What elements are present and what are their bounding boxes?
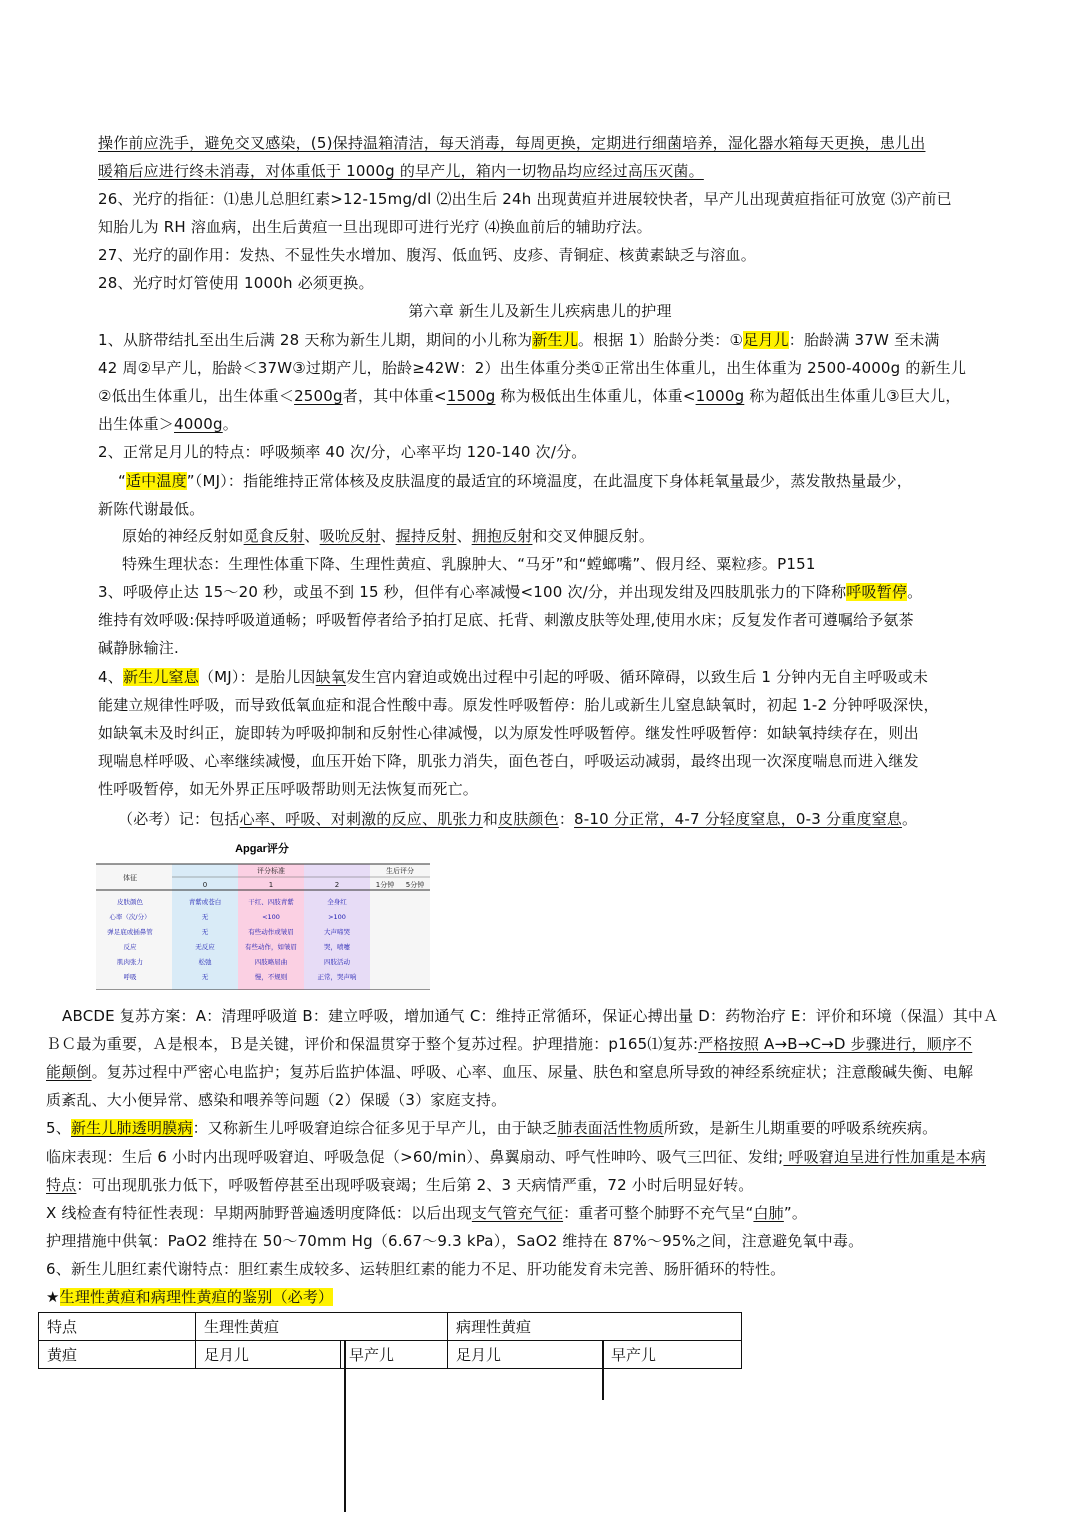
table-cell: 早产儿 [341, 1341, 448, 1369]
highlight: 新生儿窒息 [122, 668, 199, 686]
text-line [46, 1286, 333, 1308]
text-span: 1500g [446, 387, 496, 405]
text-line [122, 525, 654, 547]
table-cell: 早产儿 [603, 1341, 742, 1369]
text-line: 维持有效呼吸:保持呼吸道通畅；呼吸暂停者给予拍打足底、托背、刺激皮肤等处理,使用水床；反复发作者可遵嘱给予氨茶 [98, 611, 914, 629]
apgar-cell: 有些动作或皱眉 [248, 928, 294, 936]
text-line [118, 808, 917, 830]
text-span: ：胎龄满 37W 至未满 [788, 331, 940, 349]
text-line [46, 1033, 972, 1055]
text-line: 质紊乱、大小便异常、感染和喂养等问题（2）保暖（3）家庭支持。 [46, 1091, 507, 1109]
apgar-cell: 无 [201, 928, 209, 936]
text-span: 严格按照 A→B→C→D 步骤进行，顺序不 [698, 1035, 973, 1053]
text-span: ②低出生体重儿，出生体重＜ [98, 387, 295, 405]
text-span: 。 [907, 583, 923, 601]
table-row [39, 1341, 742, 1369]
text-span: 缺氧 [315, 668, 347, 686]
apgar-cell: 干红、四肢青紫 [248, 898, 294, 906]
text-line: 护理措施中供氧：PaO2 维持在 50～70mm Hg（6.67～9.3 kPa），SaO2 维持在 87%～95%之间，注意避免氧中毒。 [46, 1232, 864, 1250]
text-line [46, 1061, 973, 1083]
text-span: 4000g [174, 415, 223, 433]
text-span: 觅食反射 [243, 527, 305, 545]
text-line: 知胎儿为 RH 溶血病，出生后黄疸一旦出现即可进行光疗 ⑷换血前后的辅助疗法。 [98, 218, 652, 236]
text-span: ：又称新生儿呼吸窘迫综合征多见于早产儿，由于缺乏 [192, 1119, 558, 1137]
text-span: （必考）记：包括 [118, 810, 240, 828]
text-line: ABCDE 复苏方案：A：清理呼吸道 B：建立呼吸，增加通气 C：维持正常循环，保证心搏出量 D：药物治疗 E：评价和环境（保温）其中Ａ [62, 1007, 999, 1025]
text-line [46, 1146, 986, 1168]
apgar-score-1: 1 [268, 881, 274, 889]
highlight: 生理性黄疸和病理性黄疸的鉴别（必考） [59, 1288, 334, 1306]
apgar-cell: 慢，不规则 [254, 973, 288, 981]
text-span: “ [118, 472, 126, 490]
text-span: 、 [304, 527, 320, 545]
text-span: 特点 [46, 1176, 77, 1194]
text-span: 称为超低出生体重儿③巨大儿， [744, 387, 961, 405]
highlight: 呼吸暂停 [846, 583, 908, 601]
apgar-cell: 反应 [123, 943, 137, 951]
apgar-cell: 四肢活动 [324, 958, 350, 966]
text-line [46, 1202, 807, 1224]
text-span: 握持反射 [395, 527, 457, 545]
text-span: 所致，是新生儿期重要的呼吸系统疾病。 [663, 1119, 938, 1137]
text-line: 能建立规律性呼吸，而导致低氧血症和混合性酸中毒。原发性呼吸暂停：胎儿或新生儿窒息缺氧时，初起 1-2 分钟呼吸深快， [98, 696, 939, 714]
apgar-after-5: 5分钟 [405, 881, 425, 889]
star-icon: ★ [46, 1288, 60, 1306]
text-line [46, 1174, 754, 1196]
text-span: 。复苏过程中严密心电监护；复苏后监护体温、呼吸、心率、血压、尿量、肤色和窒息所导致的神经系统症状；注意酸碱失衡、电解 [91, 1063, 974, 1081]
text-span: 、 [456, 527, 472, 545]
text-span: X 线检查有特征性表现：早期两肺野普遍透明度降低：以后出现 [46, 1204, 472, 1222]
text-line [98, 666, 928, 688]
text-span: 8-10 分正常，4-7 分轻度窒息，0-3 分重度窒息 [574, 810, 902, 828]
chapter-title: 第六章 新生儿及新生儿疾病患儿的护理 [408, 302, 672, 320]
table-row [39, 1313, 742, 1341]
text-span: 吸吮反射 [319, 527, 381, 545]
apgar-cell: 有些动作，如皱眉 [245, 943, 297, 951]
apgar-cell: 弹足底或插鼻管 [107, 928, 153, 936]
text-line: 新陈代谢最低。 [98, 500, 205, 518]
apgar-cell: 无 [201, 973, 209, 981]
apgar-cell: >100 [328, 913, 346, 921]
apgar-cell: 正常，哭声响 [317, 973, 357, 981]
text-line: 42 周②早产儿，胎龄＜37W③过期产儿，胎龄≥42W：2）出生体重分类①正常出生体重儿，出生体重为 2500-4000g 的新生儿 [98, 359, 967, 377]
apgar-score-table [96, 838, 430, 990]
apgar-cell: 四肢略屈曲 [254, 958, 288, 966]
highlight: 新生儿肺透明膜病 [70, 1119, 193, 1137]
text-line [98, 581, 922, 603]
apgar-cell: 哭，喷嚏 [324, 943, 350, 951]
text-line: 碱静脉输注. [98, 639, 179, 657]
text-span: ：重者可整个肺野不充气呈“ [563, 1204, 754, 1222]
apgar-score-2: 2 [334, 881, 340, 889]
text-span: 1000g [695, 387, 745, 405]
apgar-cell: 青紫或苍白 [188, 898, 222, 906]
text-span: （MJ）：是胎儿因 [198, 668, 316, 686]
text-span: 。 [222, 415, 238, 433]
text-span: ：可出现肌张力低下，呼吸暂停甚至出现呼吸衰竭；生后第 2、3 天病情严重，72 小时后明显好转。 [76, 1176, 754, 1194]
apgar-title: Apgar评分 [235, 843, 289, 855]
text-line: 2、正常足月儿的特点：呼吸频率 40 次/分，心率平均 120-140 次/分。 [98, 443, 587, 461]
text-line: 如缺氧未及时纠正，旋即转为呼吸抑制和反射性心律减慢，以为原发性呼吸暂停。继发性呼吸暂停：如缺氧持续存在，则出 [98, 724, 919, 742]
text-span: 。根据 1）胎龄分类：① [577, 331, 744, 349]
apgar-after-1: 1分钟 [375, 881, 395, 889]
text-span: 拥抱反射 [471, 527, 533, 545]
highlight: 足月儿 [743, 331, 789, 349]
jaundice-table [38, 1312, 742, 1369]
text-span: 和交叉伸腿反射。 [532, 527, 655, 545]
text-span: 白肺 [753, 1204, 784, 1222]
table-divider [602, 1340, 604, 1400]
text-span: 称为极低出生体重儿，体重< [495, 387, 696, 405]
apgar-cell: 肌肉张力 [117, 958, 143, 966]
text-span: 3、呼吸停止达 15～20 秒，或虽不到 15 秒，但伴有心率减慢<100 次/分，并出现发绀及四肢肌张力的下降称 [98, 583, 847, 601]
text-line [46, 1117, 937, 1139]
text-line: 26、光疗的指征：⑴患儿总胆红素>12-15mg/dl ⑵出生后 24h 出现黄疸并进展较快者，早产儿出现黄疸指征可放宽 ⑶产前已 [98, 190, 952, 208]
table-cell: 生理性黄疸 [196, 1313, 448, 1341]
text-span: 支气管充气征 [471, 1204, 564, 1222]
text-line [98, 329, 940, 351]
text-span: 。 [901, 810, 918, 828]
highlight: 适中温度 [125, 472, 187, 490]
apgar-col-after: 生后评分 [386, 867, 414, 875]
apgar-cell: 皮肤颜色 [117, 898, 143, 906]
text-span: 呼吸窘迫呈进行性加重是本病 [783, 1148, 987, 1166]
apgar-cell: 无 [201, 913, 209, 921]
table-cell: 黄疸 [39, 1341, 196, 1369]
text-span: 肺表面活性物质 [557, 1119, 664, 1137]
apgar-col-sign: 体征 [123, 874, 137, 882]
text-line: 28、光疗时灯管使用 1000h 必须更换。 [98, 274, 374, 292]
apgar-cell: <100 [262, 913, 280, 921]
apgar-cell: 无反应 [195, 943, 215, 951]
text-span: 发生宫内窘迫或娩出过程中引起的呼吸、循环障碍，以致生后 1 分钟内无自主呼吸或未 [346, 668, 929, 686]
text-line: 27、光疗的副作用：发热、不显性失水增加、腹泻、低血钙、皮疹、青铜症、核黄素缺乏与溶血。 [98, 246, 756, 264]
text-span: ＢＣ最为重要，Ａ是根本，Ｂ是关键，评价和保温贯穿于整个复苏过程。护理措施：p165⑴复苏: [46, 1035, 699, 1053]
apgar-cell: 大声啼哭 [324, 928, 350, 936]
text-span: 皮肤颜色 [498, 810, 559, 828]
text-span: 和 [482, 810, 499, 828]
text-span: 临床表现：生后 6 小时内出现呼吸窘迫、呼吸急促（>60/min）、鼻翼扇动、呼气性呻吟、吸气三凹征、发绀; [46, 1148, 784, 1166]
text-span: ： [558, 810, 575, 828]
highlight: 新生儿 [532, 331, 578, 349]
apgar-cell: 呼吸 [123, 973, 137, 981]
text-line: 性呼吸暂停，如无外界正压呼吸帮助则无法恢复而死亡。 [98, 780, 479, 798]
table-cell: 病理性黄疸 [448, 1313, 742, 1341]
text-line [118, 470, 912, 492]
apgar-cell: 松弛 [198, 958, 212, 966]
text-span: 2500g [294, 387, 343, 405]
text-line: 暖箱后应进行终未消毒，对体重低于 1000g 的早产儿，箱内一切物品均应经过高压灭菌。 [98, 162, 704, 180]
text-span: 4、 [98, 668, 123, 686]
text-line: 现喘息样呼吸、心率继续减慢，血压开始下降，肌张力消失，面色苍白，呼吸运动减弱，最终出现一次深度喘息而进入继发 [98, 752, 919, 770]
table-cell: 足月儿 [448, 1341, 603, 1369]
text-span: 5、 [46, 1119, 71, 1137]
text-span: ”。 [783, 1204, 808, 1222]
table-divider [344, 1340, 346, 1512]
apgar-col-score: 评分标准 [257, 867, 285, 875]
table-cell: 特点 [39, 1313, 196, 1341]
text-span: 、 [380, 527, 396, 545]
text-span: 心率、呼吸、对刺激的反应、肌张力 [239, 810, 483, 828]
text-span: ”（MJ）：指能维持正常体核及皮肤温度的最适宜的环境温度，在此温度下身体耗氧量最少，蒸发散热量最少， [186, 472, 912, 490]
text-span: 1、从脐带结扎至出生后满 28 天称为新生儿期，期间的小儿称为 [98, 331, 533, 349]
apgar-cell: 全身红 [327, 898, 347, 906]
text-line: 操作前应洗手，避免交叉感染，(5)保持温箱清洁，每天消毒，每周更换，定期进行细菌培养，湿化器水箱每天更换，患儿出 [98, 134, 926, 152]
text-line: 特殊生理状态：生理性体重下降、生理性黄疸、乳腺肿大、“马牙”和“螳螂嘴”、假月经、粟粒疹。P151 [122, 555, 816, 573]
apgar-score-0: 0 [202, 881, 208, 889]
text-line [98, 385, 961, 407]
text-span: 原始的神经反射如 [122, 527, 244, 545]
text-span: 者，其中体重< [342, 387, 447, 405]
apgar-cell: 心率（次/分） [109, 913, 151, 921]
text-line [98, 413, 238, 435]
table-cell: 足月儿 [196, 1341, 341, 1369]
text-span: 能颠倒 [46, 1063, 92, 1081]
text-line: 6、新生儿胆红素代谢特点：胆红素生成较多、运转胆红素的能力不足、肝功能发育未完善、肠肝循环的特性。 [46, 1260, 786, 1278]
text-span: 出生体重＞ [98, 415, 175, 433]
